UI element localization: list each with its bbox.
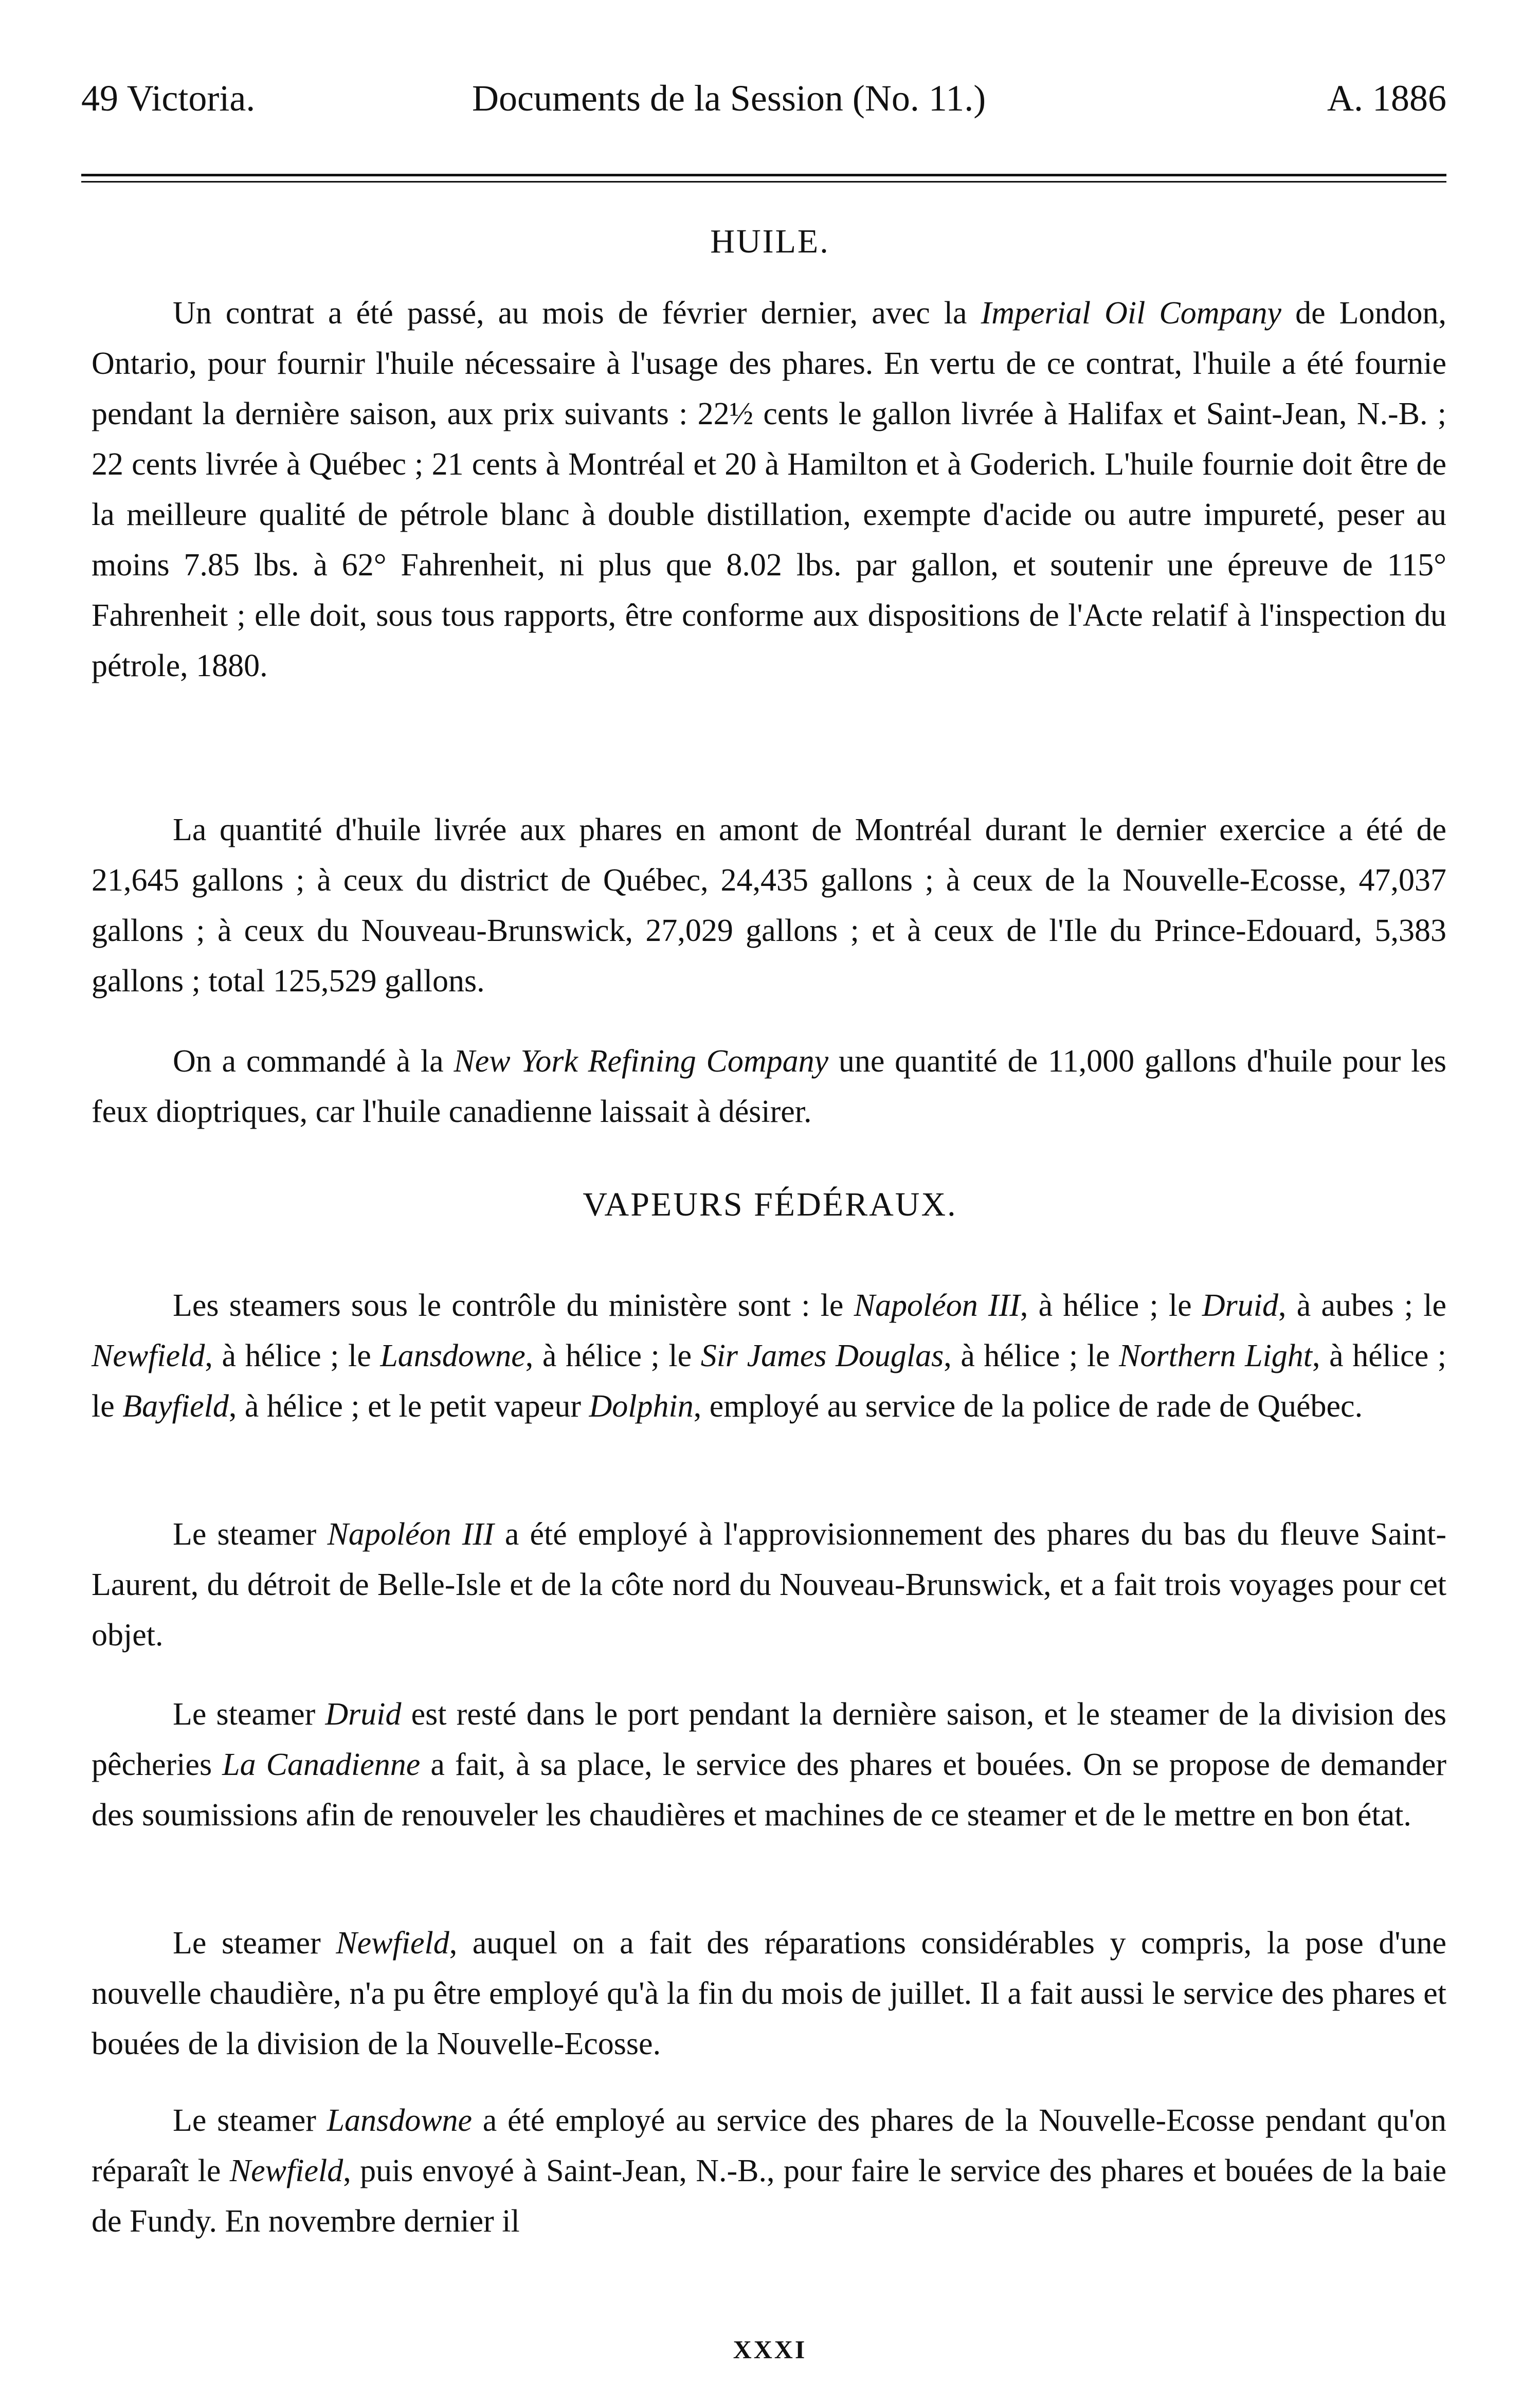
paragraph-oil-contract: Un contrat a été passé, au mois de février dernier, avec la Imperial Oil Company de London, Ontario, pour fournir l'huile nécessaire à l'usage des phares. En vertu de ce contrat, l'huile a été fournie pendant la dernière saison, aux prix suivants : 22½ cents le gallon livrée à Halifax et Saint-Jean, N.-B. ; 22 cents livrée à Québec ; 21 cents à Montréal et 20 à Hamilton et à Goderich. L'huile fournie doit être de la meilleure qualité de pétrole blanc à double distillation, exempte d'acide ou autre impureté, peser au moins 7.85 lbs. à 62° Fahrenheit, ni plus que 8.02 lbs. par gallon, et soutenir une épreuve de 115° Fahrenheit ; elle doit, sous tous rapports, être conforme aux dispositions de l'Acte relatif à l'inspection du pétrole, 1880. <box>92 296 1447 683</box>
paragraph-oil-quantities: La quantité d'huile livrée aux phares en amont de Montréal durant le dernier exercice a été de 21,645 gallons ; à ceux du district de Québec, 24,435 gallons ; à ceux de la Nouvelle-Ecosse, 47,037 gallons ; à ceux du Nouveau-Brunswick, 27,029 gallons ; et à ceux de l'Ile du Prince-Edouard, 5,383 gallons ; total 125,529 gallons. <box>92 812 1446 999</box>
page-number: XXXI <box>733 2335 807 2364</box>
section-title-huile: HUILE. <box>710 223 830 260</box>
paragraph-steamer-list: Les steamers sous le contrôle du ministère sont : le Napoléon III, à hélice ; le Druid, à aubes ; le Newfield, à hélice ; le Lansdowne, à hélice ; le Sir James Douglas, à hélice ; le Northern Light, à hélice ; le Bayfield, à hélice ; et le petit vapeur Dolphin, employé au service de la police de rade de Québec. <box>92 1288 1447 1424</box>
paragraph-lansdowne: Le steamer Lansdowne a été employé au service des phares de la Nouvelle-Ecosse pendant qu'on réparaît le Newfield, puis envoyé à Saint-Jean, N.-B., pour faire le service des phares et bouées de la baie de Fundy. En novembre dernier il <box>92 2103 1447 2239</box>
section-title-vapeurs: VAPEURS FÉDÉRAUX. <box>583 1186 957 1223</box>
header-rule-thin <box>81 181 1446 183</box>
running-header <box>81 77 1446 134</box>
header-year: A. 1886 <box>1327 78 1446 119</box>
header-document-title: Documents de la Session (No. 11.) <box>472 78 986 119</box>
header-rule-thick <box>81 174 1446 176</box>
paragraph-new-york-order: On a commandé à la New York Refining Company une quantité de 11,000 gallons d'huile pour les feux dioptriques, car l'huile canadienne laissait à désirer. <box>92 1044 1446 1129</box>
paragraph-newfield: Le steamer Newfield, auquel on a fait des réparations considérables y compris, la pose d'une nouvelle chaudière, n'a pu être employé qu'à la fin du mois de juillet. Il a fait aussi le service des phares et bouées de la division de la Nouvelle-Ecosse. <box>92 1926 1447 2061</box>
paragraph-druid: Le steamer Druid est resté dans le port pendant la dernière saison, et le steamer de la division des pêcheries La Canadienne a fait, à sa place, le service des phares et bouées. On se propose de demander des soumissions afin de renouveler les chaudières et machines de ce steamer et de le mettre en bon état. <box>92 1697 1446 1833</box>
header-regnal-year: 49 Victoria. <box>81 78 256 119</box>
paragraph-napoleon: Le steamer Napoléon III a été employé à l'approvisionnement des phares du bas du fleuve Saint-Laurent, du détroit de Belle-Isle et de la côte nord du Nouveau-Brunswick, et a fait trois voyages pour cet objet. <box>92 1517 1447 1653</box>
